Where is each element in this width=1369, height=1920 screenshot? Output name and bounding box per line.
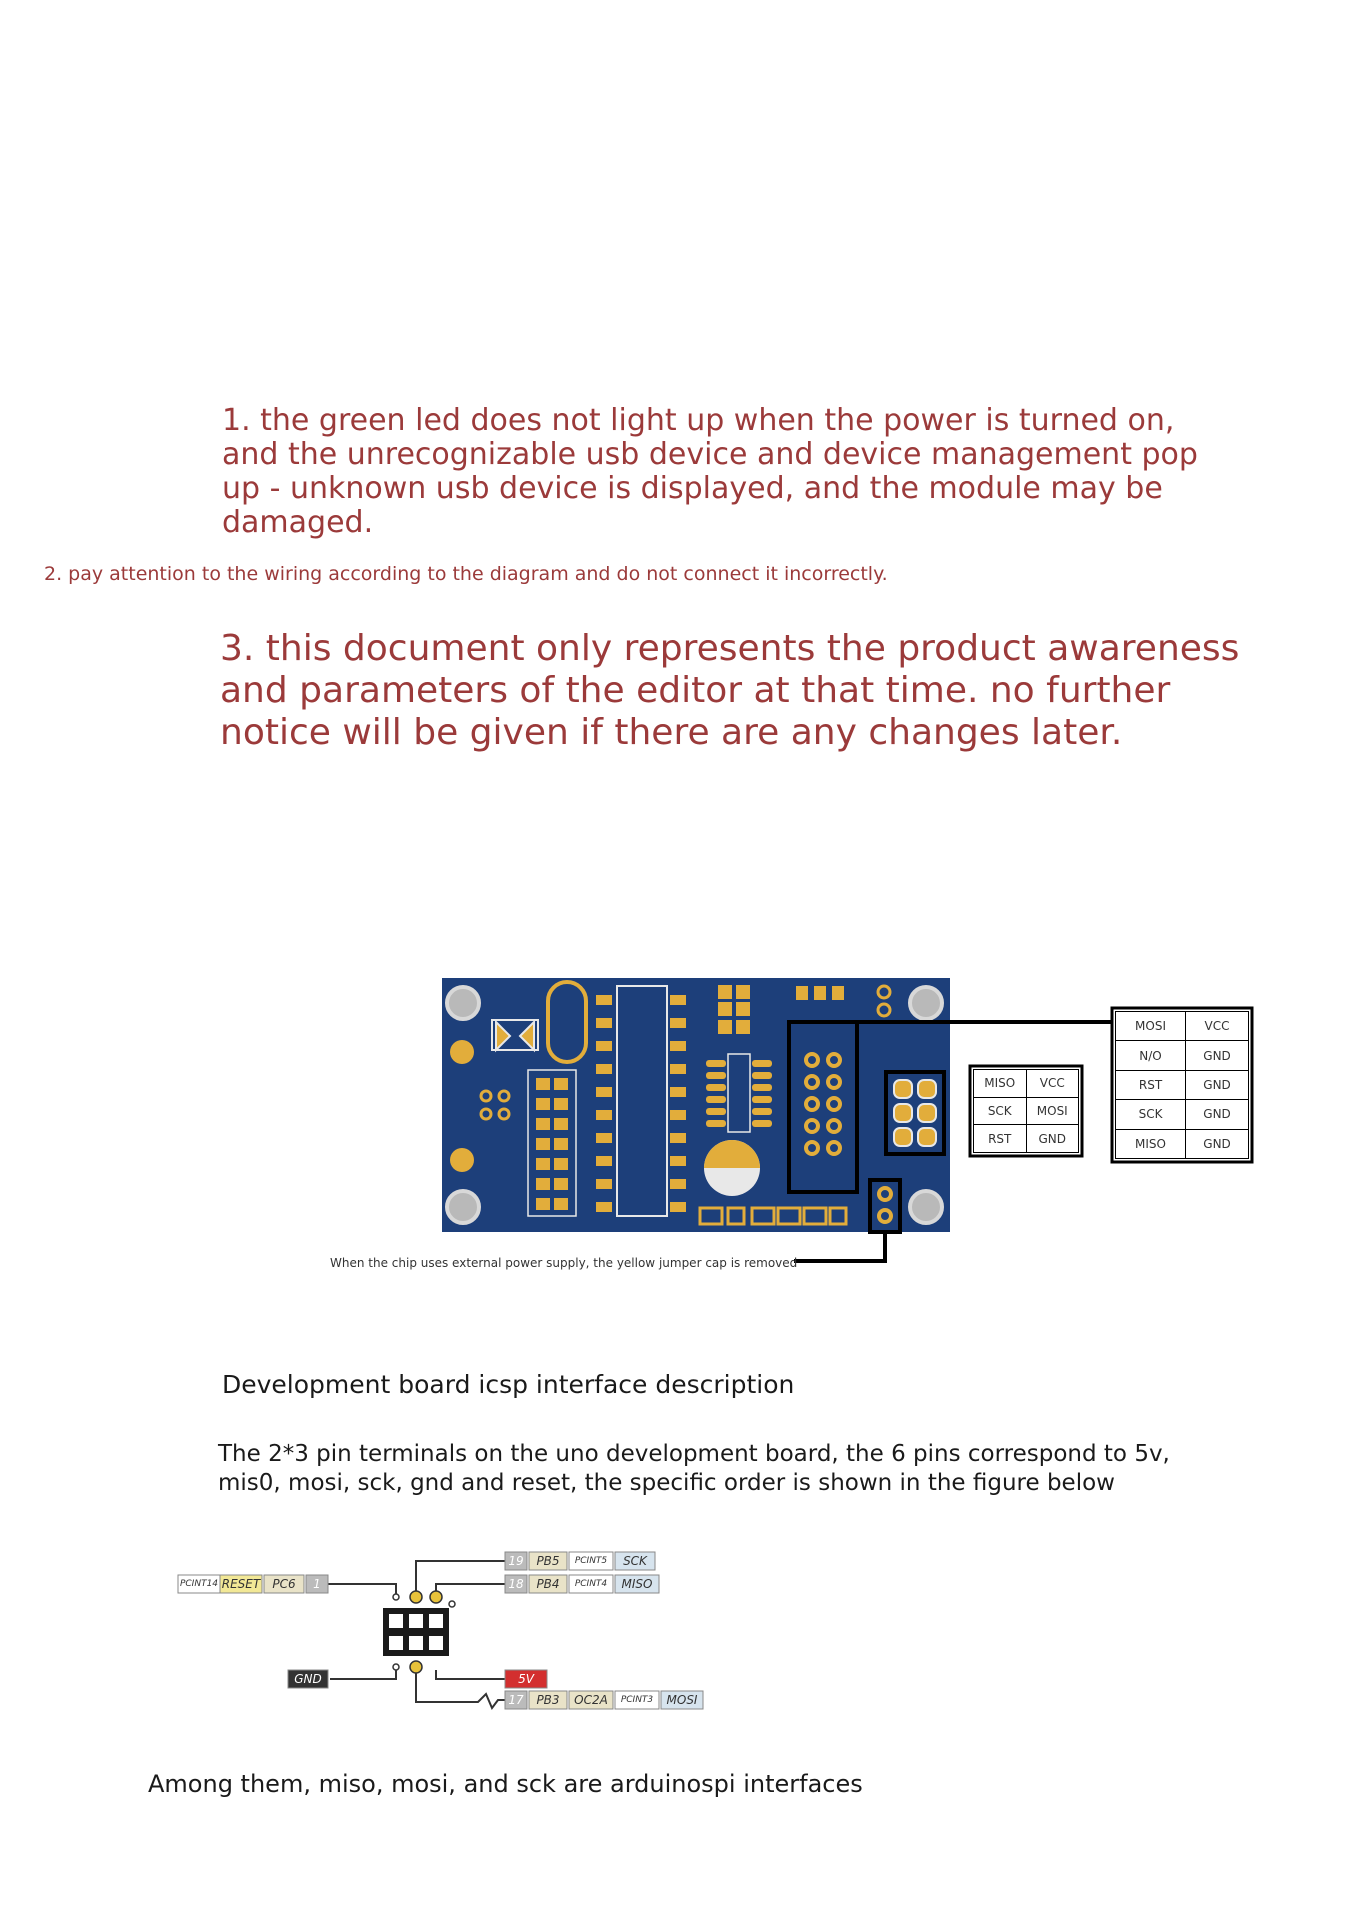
pin-cell: MISO [974,1070,1027,1098]
pin-cell: VCC [1026,1070,1079,1098]
spi-footer: Among them, miso, mosi, and sck are arduinospi interfaces [148,1770,863,1798]
icsp-description: The 2*3 pin terminals on the uno development board, the 6 pins correspond to 5v, mis0, mosi, sck, gnd and reset, the specific order is shown in the figure below [218,1441,1170,1496]
note-3: 3. this document only represents the product awareness and parameters of the editor at that time. no further notice will be given if there are any changes later. [220,628,1240,753]
label-pcint14: PCINT14 [179,1579,219,1589]
pin-cell: SCK [1116,1100,1186,1129]
note-1: 1. the green led does not light up when the power is turned on, and the unrecognizable usb device and device management pop up - unknown usb device is displayed, and the module may be damaged. [222,403,1198,540]
label-pb3: PB3 [536,1693,560,1707]
board-caption: When the chip uses external power supply, the yellow jumper cap is removed [330,1256,798,1270]
label-pcint3: PCINT3 [620,1695,654,1705]
icsp-heading: Development board icsp interface description [222,1370,795,1399]
label-reset: RESET [221,1577,261,1591]
label-5v: 5V [518,1672,534,1686]
label-miso: MISO [621,1577,653,1591]
label-pin-1: 1 [313,1577,321,1591]
label-pin-17: 17 [508,1693,524,1707]
label-pb5: PB5 [536,1554,560,1568]
pin-cell: RST [1116,1070,1186,1099]
label-mosi: MOSI [666,1693,698,1707]
pin-cell: N/O [1116,1041,1186,1070]
pin-cell: GND [1026,1125,1079,1153]
label-gnd: GND [294,1672,322,1686]
pin-cell: RST [974,1125,1027,1153]
pin-cell: GND [1186,1041,1249,1070]
label-sck: SCK [623,1554,647,1568]
label-pb4: PB4 [536,1577,560,1591]
pin-cell: MOSI [1116,1012,1186,1041]
label-pin-19: 19 [508,1554,524,1568]
label-pcint5: PCINT5 [574,1556,608,1566]
pin-cell: VCC [1186,1012,1249,1041]
pin-cell: MISO [1116,1129,1186,1158]
pin-cell: MOSI [1026,1097,1079,1125]
label-pcint4: PCINT4 [574,1579,608,1589]
label-oc2a: OC2A [574,1693,608,1707]
pin-cell: GND [1186,1070,1249,1099]
pin-cell: GND [1186,1129,1249,1158]
label-pin-18: 18 [508,1577,524,1591]
pin-cell: GND [1186,1100,1249,1129]
label-pc6: PC6 [272,1577,296,1591]
pin-cell: SCK [974,1097,1027,1125]
note-2: 2. pay attention to the wiring according to the diagram and do not connect it incorrectly. [44,563,888,585]
